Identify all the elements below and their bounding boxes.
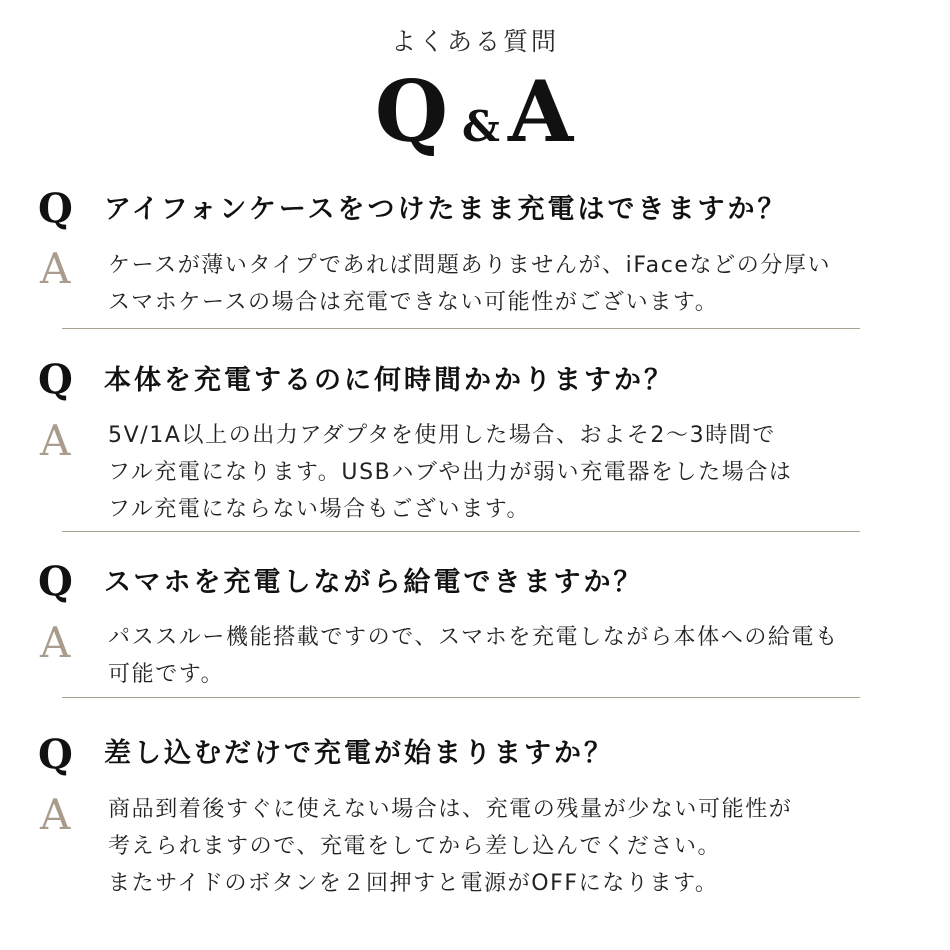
faq-subtitle: よくある質問 <box>390 27 559 56</box>
answer-line: フル充電にならない場合もございます。 <box>108 497 531 522</box>
answer-line: またサイドのボタンを２回押すと電源がOFFになります。 <box>108 871 719 896</box>
logo-a: A <box>507 62 576 161</box>
question-text: スマホを充電しながら給電できますか？ <box>104 567 644 598</box>
question-marker: Q <box>38 731 73 778</box>
logo-ampersand: & <box>462 102 500 151</box>
answer-marker: A <box>40 790 71 839</box>
qa-logo <box>0 62 950 161</box>
divider <box>62 328 860 329</box>
question-marker: Q <box>38 185 73 232</box>
answer-marker: A <box>40 416 71 465</box>
answer-text <box>108 619 839 693</box>
question-text: アイフォンケースをつけたまま充電はできますか？ <box>104 194 788 225</box>
answer-line: ケースが薄いタイプであれば問題ありませんが、iFaceなどの分厚い <box>108 253 832 278</box>
answer-line: パススルー機能搭載ですので、スマホを充電しながら本体への給電も <box>108 625 839 650</box>
question-text: 本体を充電するのに何時間かかりますか？ <box>104 365 674 396</box>
logo-q: Q <box>374 62 451 161</box>
answer-line: スマホケースの場合は充電できない可能性がございます。 <box>108 290 719 315</box>
answer-line: 5V/1A以上の出力アダプタを使用した場合、およそ2～3時間で <box>108 423 777 448</box>
answer-line: 考えられますので、充電をしてから差し込んでください。 <box>108 834 722 859</box>
answer-line: 商品到着後すぐに使えない場合は、充電の残量が少ない可能性が <box>108 797 793 822</box>
answer-text <box>108 791 792 902</box>
answer-text <box>108 247 831 321</box>
question-marker: Q <box>38 356 73 403</box>
question-marker: Q <box>38 558 73 605</box>
question-text: 差し込むだけで充電が始まりますか？ <box>104 738 614 769</box>
divider <box>62 697 860 698</box>
answer-text <box>108 417 793 528</box>
divider <box>62 531 860 532</box>
answer-line: フル充電になります。USBハブや出力が弱い充電器をした場合は <box>108 460 793 485</box>
answer-line: 可能です。 <box>108 662 225 687</box>
answer-marker: A <box>40 618 71 667</box>
answer-marker: A <box>40 244 71 293</box>
